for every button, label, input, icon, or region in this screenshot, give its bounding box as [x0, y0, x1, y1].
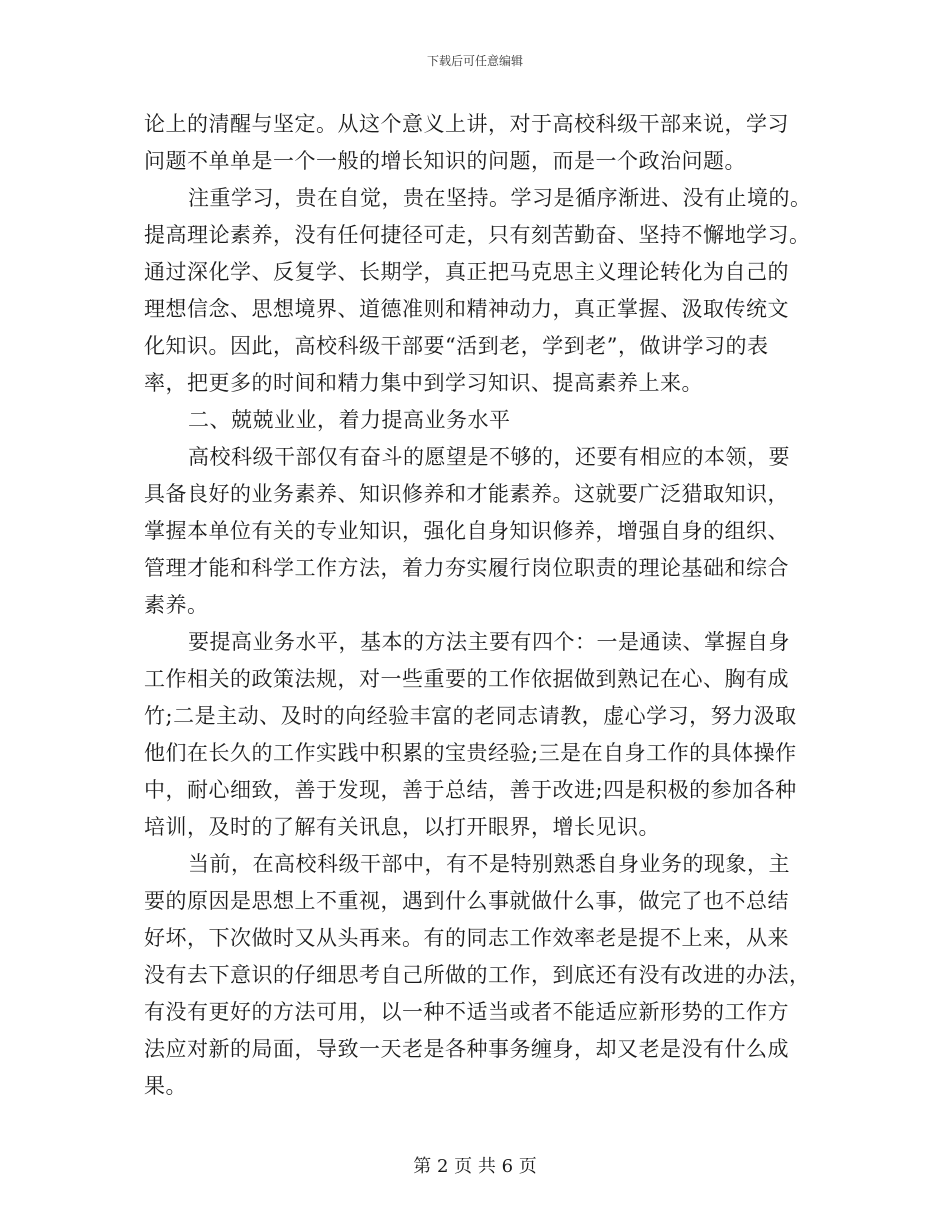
text-line: 化知识。因此，高校科级干部要“活到老，学到老”，做讲学习的表	[144, 334, 769, 358]
text-line: 没有去下意识的仔细思考自己所做的工作，到底还有没有改进的办法，	[144, 963, 811, 987]
document-body	[144, 106, 812, 1105]
paragraph-start-line: 当前，在高校科级干部中，有不是特别熟悉自身业务的现象，主	[188, 852, 790, 876]
text-line: 法应对新的局面，导致一天老是各种事务缠身，却又老是没有什么成	[144, 1037, 789, 1061]
text-line: 具备良好的业务素养、知识修养和才能素养。这就要广泛猎取知识，	[144, 482, 789, 506]
text-line: 问题不单单是一个一般的增长知识的问题，而是一个政治问题。	[144, 149, 746, 173]
text-line: 有没有更好的方法可用，以一种不适当或者不能适应新形势的工作方	[144, 1000, 789, 1024]
text-line: 他们在长久的工作实践中积累的宝贵经验;三是在自身工作的具体操作	[144, 741, 797, 765]
paragraph-start-line: 注重学习，贵在自觉，贵在坚持。学习是循序渐进、没有止境的。	[188, 186, 812, 210]
text-line: 要的原因是思想上不重视，遇到什么事就做什么事，做完了也不总结	[144, 889, 789, 913]
text-line: 好坏，下次做时又从头再来。有的同志工作效率老是提不上来，从来	[144, 926, 789, 950]
text-line: 果。	[144, 1074, 187, 1098]
text-line: 提高理论素养，没有任何捷径可走，只有刻苦勤奋、坚持不懈地学习。	[144, 223, 811, 247]
text-line: 竹;二是主动、及时的向经验丰富的老同志请教，虚心学习，努力汲取	[144, 704, 797, 728]
text-line: 培训，及时的了解有关讯息，以打开眼界，增长见识。	[144, 815, 660, 839]
text-line: 理想信念、思想境界、道德准则和精神动力，真正掌握、汲取传统文	[144, 297, 789, 321]
text-line: 论上的清醒与坚定。从这个意义上讲，对于高校科级干部来说，学习	[144, 112, 789, 136]
page-number: 第 2 页 共 6 页	[413, 1156, 537, 1177]
paragraph-start-line: 高校科级干部仅有奋斗的愿望是不够的，还要有相应的本领，要	[188, 445, 790, 469]
text-line: 掌握本单位有关的专业知识，强化自身知识修养，增强自身的组织、	[144, 519, 789, 543]
paragraph-start-line: 要提高业务水平，基本的方法主要有四个：一是通读、掌握自身	[188, 630, 790, 654]
text-line: 工作相关的政策法规，对一些重要的工作依据做到熟记在心、胸有成	[144, 667, 789, 691]
text-line: 中，耐心细致，善于发现，善于总结，善于改进;四是积极的参加各种	[144, 778, 797, 802]
text-line: 管理才能和科学工作方法，着力夯实履行岗位职责的理论基础和综合	[144, 556, 789, 580]
text-line: 率，把更多的时间和精力集中到学习知识、提高素养上来。	[144, 371, 703, 395]
page-header-note: 下载后可任意编辑	[426, 54, 523, 68]
section-heading: 二、兢兢业业，着力提高业务水平	[188, 408, 511, 432]
text-line: 通过深化学、反复学、长期学，真正把马克思主义理论转化为自己的	[144, 260, 789, 284]
text-line: 素养。	[144, 593, 209, 617]
